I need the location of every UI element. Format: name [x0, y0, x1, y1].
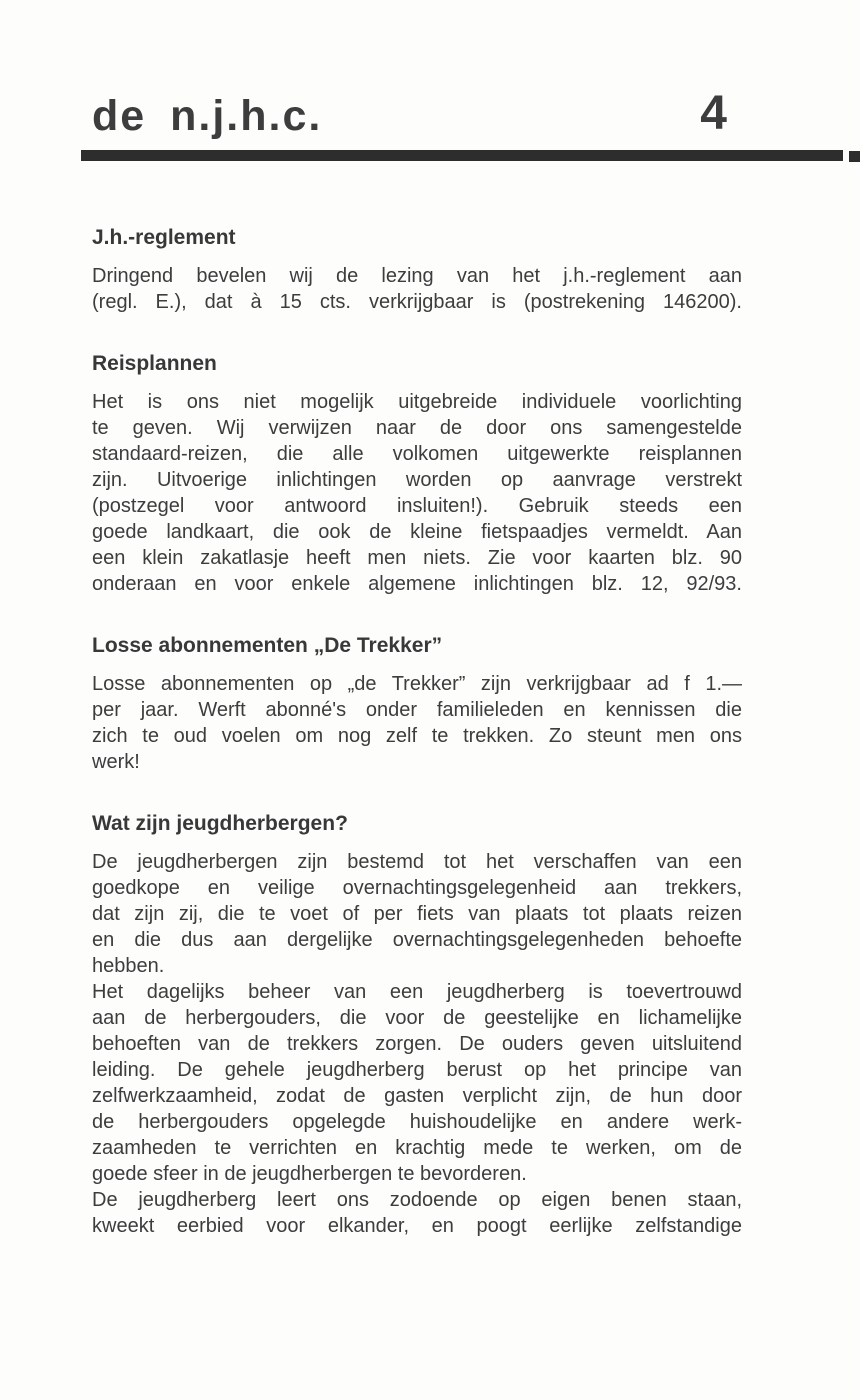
- text-line: standaard-reizen, die alle volkomen uitgewerkte reisplannen: [92, 443, 742, 465]
- text-line: Losse abonnementen op „de Trekker” zijn verkrijgbaar ad f 1.—: [92, 673, 742, 695]
- text-line: werk!: [92, 751, 140, 773]
- text-line: Het is ons niet mogelijk uitgebreide individuele voorlichting: [92, 391, 742, 413]
- text-line: (postzegel voor antwoord insluiten!). Gebruik steeds een: [92, 495, 742, 517]
- text-line: De jeugdherberg leert ons zodoende op eigen benen staan,: [92, 1189, 742, 1211]
- page-body: [92, 225, 742, 1239]
- section-heading: Reisplannen: [92, 352, 217, 375]
- text-line: De jeugdherbergen zijn bestemd tot het verschaffen van een: [92, 851, 742, 873]
- text-line: goede sfeer in de jeugdherbergen te bevorderen.: [92, 1163, 527, 1185]
- text-line: en die dus aan dergelijke overnachtingsgelegenheden behoefte: [92, 929, 742, 951]
- text-line: zich te oud voelen om nog zelf te trekken. Zo steunt men ons: [92, 725, 742, 747]
- text-line: aan de herbergouders, die voor de geestelijke en lichamelijke: [92, 1007, 742, 1029]
- section-heading: J.h.-reglement: [92, 226, 236, 249]
- header-rule: [81, 150, 843, 161]
- text-line: goedkope en veilige overnachtingsgelegenheid aan trekkers,: [92, 877, 742, 899]
- section-wat-zijn-jeugdherbergen: [92, 811, 742, 1239]
- paragraph: [92, 671, 742, 775]
- text-line: Het dagelijks beheer van een jeugdherberg is toevertrouwd: [92, 981, 742, 1003]
- text-line: per jaar. Werft abonné's onder familieleden en kennissen die: [92, 699, 742, 721]
- section-jh-reglement: [92, 225, 742, 315]
- journal-title: de n.j.h.c.: [92, 92, 323, 140]
- text-line: hebben.: [92, 955, 165, 977]
- text-line: kweekt eerbied voor elkander, en poogt eerlijke zelfstandige: [92, 1215, 742, 1237]
- text-line: een klein zakatlasje heeft men niets. Zie voor kaarten blz. 90: [92, 547, 742, 569]
- text-line: (regl. E.), dat à 15 cts. verkrijgbaar is (postrekening 146200).: [92, 291, 742, 313]
- section-reisplannen: [92, 351, 742, 597]
- text-line: te geven. Wij verwijzen naar de door ons samengestelde: [92, 417, 742, 439]
- section-heading: Wat zijn jeugdherbergen?: [92, 812, 348, 835]
- paragraph: [92, 849, 742, 979]
- text-line: dat zijn zij, die te voet of per fiets van plaats tot plaats reizen: [92, 903, 742, 925]
- header-rule-edge-fragment: [849, 151, 860, 162]
- text-line: leiding. De gehele jeugdherberg berust op het principe van: [92, 1059, 742, 1081]
- section-losse-abonnementen: [92, 633, 742, 775]
- text-line: zaamheden te verrichten en krachtig mede te werken, om de: [92, 1137, 742, 1159]
- header-divider: [0, 150, 860, 161]
- text-line: zelfwerkzaamheid, zodat de gasten verplicht zijn, de hun door: [92, 1085, 742, 1107]
- text-line: behoeften van de trekkers zorgen. De ouders geven uitsluitend: [92, 1033, 742, 1055]
- paragraph: [92, 263, 742, 315]
- text-line: de herbergouders opgelegde huishoudelijke en andere werk-: [92, 1111, 742, 1133]
- paragraph: [92, 1187, 742, 1239]
- text-line: onderaan en voor enkele algemene inlichtingen blz. 12, 92/93.: [92, 573, 742, 595]
- paragraph: [92, 389, 742, 597]
- page-header: [92, 87, 742, 140]
- section-heading: Losse abonnementen „De Trekker”: [92, 634, 443, 657]
- text-line: goede landkaart, die ook de kleine fietspaadjes vermeldt. Aan: [92, 521, 742, 543]
- text-line: Dringend bevelen wij de lezing van het j.h.-reglement aan: [92, 265, 742, 287]
- page-number: 4: [700, 87, 727, 140]
- paragraph: [92, 979, 742, 1187]
- text-line: zijn. Uitvoerige inlichtingen worden op aanvrage verstrekt: [92, 469, 742, 491]
